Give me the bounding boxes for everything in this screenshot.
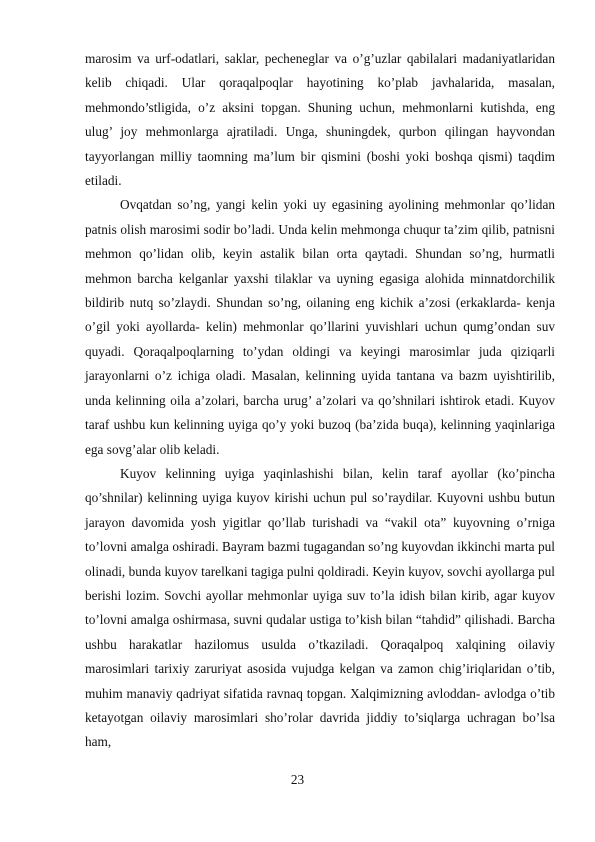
paragraph-2: Ovqatdan so’ng, yangi kelin yoki uy egasining ayolining mehmonlar qo’lidan patnis olish marosimi sodir bo’ladi. Unda kelin mehmonga chuqur ta’zim qilib, patnisni mehmon qo’lidan olib, keyin astalik bilan orta qaytadi. Shundan so’ng, hurmatli mehmon barcha kelganlar yaxshi tilaklar va uyning egasiga alohida minnatdorchilik bildirib nutq so’zlaydi. Shundan so’ng, oilaning eng kichik a’zosi (erkaklarda- kenja o’gil yoki ayollarda- kelin) mehmonlar qo’llarini yuvishlari uchun qumg’ondan suv quyadi. Qoraqalpoqlarning to’ydan oldingi va keyingi marosimlar juda qiziqarli jarayonlarni o’z ichiga oladi. Masalan, kelinning uyida tantana va bazm uyishtirilib, unda kelinning oila a’zolari, barcha urug’ a’zolari va qo’shnilari ishtirok etadi. Kuyov taraf ushbu kun kelinning uyiga qo’y yoki buzoq (ba’zida buqa), kelinning yaqinlariga ega sovg’alar olib keladi. <box>85 197 555 457</box>
paragraph-1: marosim va urf-odatlari, saklar, pecheneglar va o’g’uzlar qabilalari madaniyatlaridan kelib chiqadi. Ular qoraqalpoqlar hayotining ko’plab javhalarida, masalan, mehmondo’stligida, o’z aksini topgan. Shuning uchun, mehmonlarni kutishda, eng ulug’ joy mehmonlarga ajratiladi. Unga, shuningdek, qurbon qilingan hayvondan tayyorlangan milliy taomning ma’lum bir qismini (boshi yoki boshqa qismi) taqdim etiladi. <box>85 51 555 189</box>
page-number: 23 <box>290 772 305 787</box>
body-text <box>85 47 555 755</box>
paragraph-3: Kuyov kelinning uyiga yaqinlashishi bilan, kelin taraf ayollar (ko’pincha qo’shnilar) kelinning uyiga kuyov kirishi uchun pul so’raydilar. Kuyovni ushbu butun jarayon davomida yosh yigitlar qo’llab turishadi va “vakil ota” kuyovning o’rniga to’lovni amalga oshiradi. Bayram bazmi tugagandan so’ng kuyovdan ikkinchi marta pul olinadi, bunda kuyov tarelkani tagiga pulni qoldiradi. Keyin kuyov, sovchi ayollarga pul berishi lozim. Sovchi ayollar mehmonlar uyiga suv to’la idish bilan kirib, agar kuyov to’lovni amalga oshirmasa, suvni qudalar ustiga to’kish bilan “tahdid” qilishadi. Barcha ushbu harakatlar hazilomus usulda o’tkaziladi. Qoraqalpoq xalqining oilaviy marosimlari tarixiy zaruriyat asosida vujudga kelgan va zamon chig’iriqlaridan o’tib, muhim manaviy qadriyat sifatida ravnaq topgan. Xalqimizning avloddan- avlodga o’tib ketayotgan oilaviy marosimlari sho’rolar davrida jiddiy to’siqlarga uchragan bo’lsa ham, <box>85 465 555 750</box>
